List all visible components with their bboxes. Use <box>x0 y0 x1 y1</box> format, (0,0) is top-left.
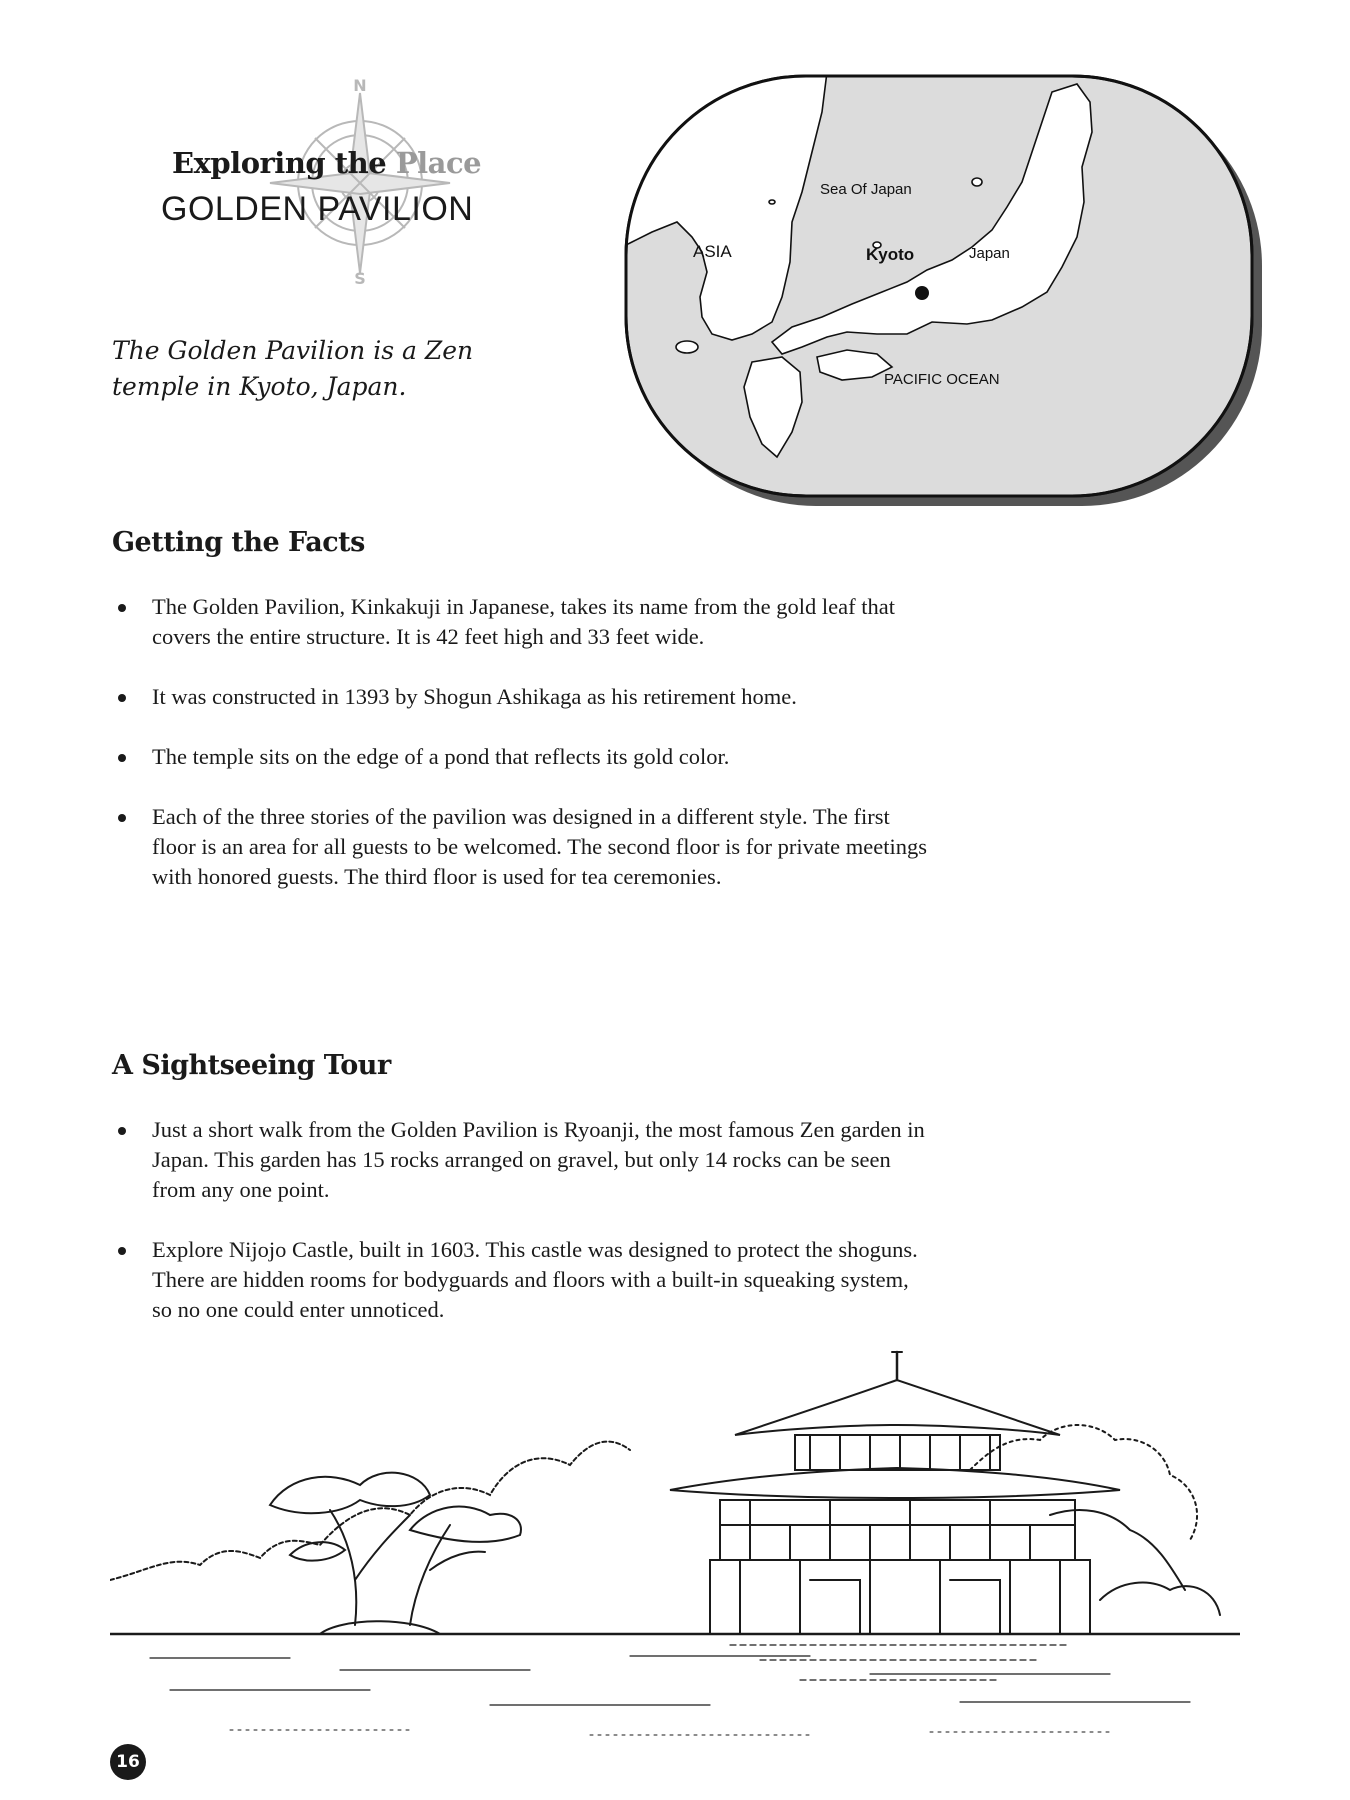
golden-pavilion-illustration <box>110 1340 1240 1750</box>
list-item: Just a short walk from the Golden Pavilion is Ryoanji, the most famous Zen garden in Japan. This garden has 15 rocks arranged on gravel, but only 14 rocks can be seen from any one point. <box>112 1115 932 1205</box>
japan-map <box>622 72 1270 508</box>
page-title-kicker <box>172 146 481 180</box>
compass-rose-icon <box>265 75 455 285</box>
page-title: GOLDEN PAVILION <box>161 190 474 228</box>
map-label-asia: ASIA <box>693 242 732 261</box>
title-part-place: Place <box>395 146 482 180</box>
intro-text: The Golden Pavilion is a Zen temple in Kyoto, Japan. <box>112 336 474 401</box>
list-item: Explore Nijojo Castle, built in 1603. This castle was designed to protect the shoguns. There are hidden rooms for bodyguards and floors with a built-in squeaking system, so no one could enter unnoticed. <box>112 1235 932 1325</box>
tour-list <box>112 1115 932 1355</box>
compass-south-label: S <box>354 269 366 285</box>
map-label-kyoto: Kyoto <box>866 245 915 264</box>
list-item: Each of the three stories of the pavilion was designed in a different style. The first floor is an area for all guests to be welcomed. The second floor is for private meetings with honored guests. The third floor is used for tea ceremonies. <box>112 802 932 892</box>
facts-list <box>112 592 932 922</box>
compass-north-label: N <box>353 76 367 95</box>
list-item: The Golden Pavilion, Kinkakuji in Japanese, takes its name from the gold leaf that covers the entire structure. It is 42 feet high and 33 feet wide. <box>112 592 932 652</box>
map-label-sea: Sea Of Japan <box>820 181 912 198</box>
tour-heading: A Sightseeing Tour <box>112 1050 391 1081</box>
facts-heading: Getting the Facts <box>112 527 365 558</box>
title-part-exploring: Exploring the <box>172 146 387 180</box>
map-label-pacific: PACIFIC OCEAN <box>884 371 1000 388</box>
list-item: The temple sits on the edge of a pond that reflects its gold color. <box>112 742 932 772</box>
kyoto-location-marker <box>915 286 929 300</box>
map-label-japan: Japan <box>969 245 1010 262</box>
list-item: It was constructed in 1393 by Shogun Ashikaga as his retirement home. <box>112 682 932 712</box>
page-number: 16 <box>110 1744 146 1780</box>
